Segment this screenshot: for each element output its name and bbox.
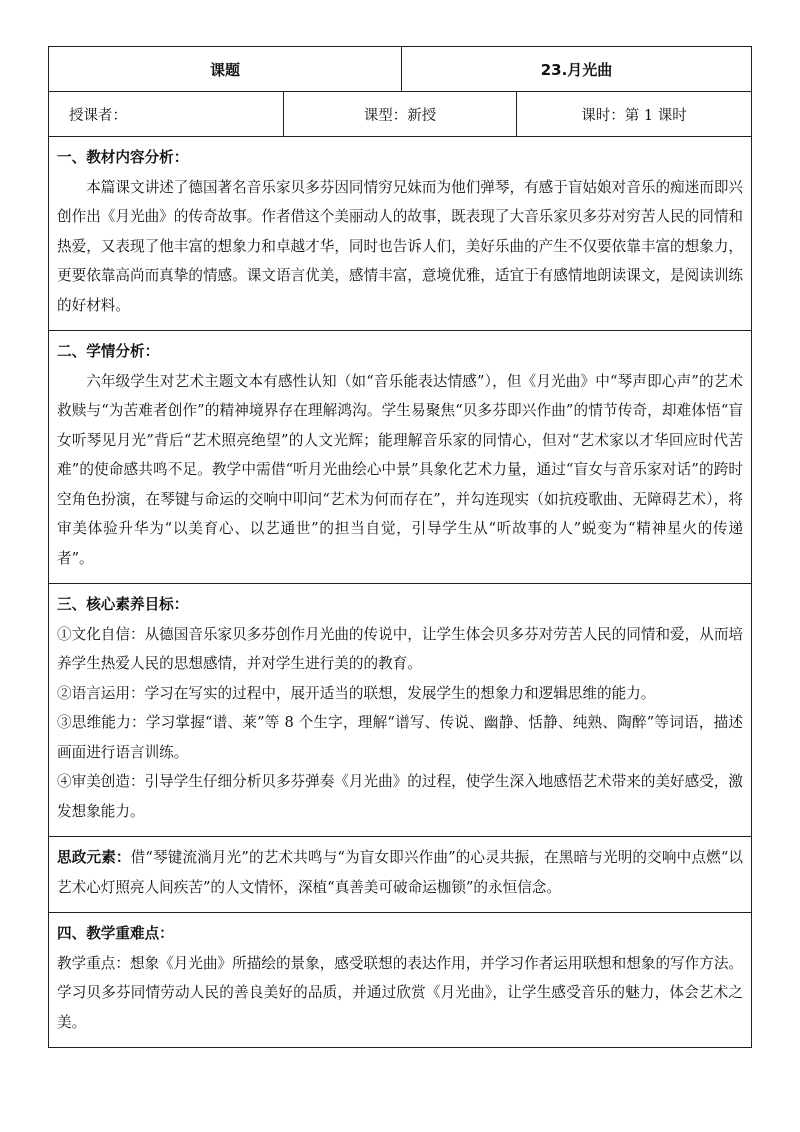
meta-row [49, 92, 752, 137]
goal-item: ②语言运用：学习在写实的过程中，展开适当的联想，发展学生的想象力和逻辑思维的能力。 [57, 684, 656, 702]
lesson-type-field: 课型：新授 [284, 92, 517, 137]
section-goals [49, 584, 752, 837]
section-goals-title: 三、核心素养目标： [57, 596, 189, 613]
section-learners-title: 二、学情分析： [57, 343, 160, 360]
section-keypoints-title: 四、教学重难点： [57, 925, 174, 942]
lesson-plan-page [48, 46, 751, 1048]
section-ideology [49, 837, 752, 913]
section-analysis [49, 137, 752, 331]
section-analysis-title: 一、教材内容分析： [57, 149, 189, 166]
section-ideology-text: 借“琴键流淌月光”的艺术共鸣与“为盲女即兴作曲”的心灵共振，在黑暗与光明的交响中点燃“以艺术心灯照亮人间疾苦”的人文情怀，深植“真善美可破命运枷锁”的永恒信念。 [57, 849, 744, 896]
section-keypoints-text: 教学重点：想象《月光曲》所描绘的景象，感受联想的表达作用，并学习作者运用联想和想象的写作方法。学习贝多芬同情劳动人民的善良美好的品质，并通过欣赏《月光曲》，让学生感受音乐的魅力，体会艺术之美。 [57, 954, 744, 1031]
section-analysis-text: 本篇课文讲述了德国著名音乐家贝多芬因同情穷兄妹而为他们弹琴，有感于盲姑娘对音乐的痴迷而即兴创作出《月光曲》的传奇故事。作者借这个美丽动人的故事，既表现了大音乐家贝多芬对穷苦人民的同情和热爱，又表现了他丰富的想象力和卓越才华，同时也告诉人们，美好乐曲的产生不仅要依靠丰富的想象力，更要依靠高尚而真挚的情感。课文语言优美，感情丰富，意境优雅，适宜于有感情地朗读课文，是阅读训练的好材料。 [57, 178, 744, 314]
goal-item: ①文化自信：从德国音乐家贝多芬创作月光曲的传说中，让学生体会贝多芬对劳苦人民的同情和爱，从而培养学生热爱人民的思想感情，并对学生进行美的的教育。 [57, 625, 744, 672]
section-keypoints [49, 913, 752, 1048]
topic-label: 课题 [49, 47, 402, 92]
teacher-field: 授课者： [49, 92, 284, 137]
section-learners [49, 331, 752, 584]
header-row [49, 47, 752, 92]
topic-value: 23.月光曲 [402, 47, 752, 92]
section-ideology-paragraph [57, 843, 743, 902]
section-learners-text: 六年级学生对艺术主题文本有感性认知（如“音乐能表达情感”），但《月光曲》中“琴声即心声”的艺术救赎与“为苦难者创作”的精神境界存在理解鸿沟。学生易聚焦“贝多芬即兴作曲”的情节传奇，却难体悟“盲女听琴见月光”背后“艺术照亮绝望”的人文光辉；能理解音乐家的同情心，但对“艺术家以才华回应时代苦难”的使命感共鸣不足。教学中需借“听月光曲绘心中景”具象化艺术力量，通过“盲女与音乐家对话”的跨时空角色扮演，在琴键与命运的交响中叩问“艺术为何而存在”，并勾连现实（如抗疫歌曲、无障碍艺术），将审美体验升华为“以美育心、以艺通世”的担当自觉，引导学生从“听故事的人”蜕变为“精神星火的传递者”。 [57, 372, 744, 567]
goal-item: ③思维能力：学习掌握“谱、莱”等 8 个生字，理解“谱写、传说、幽静、恬静、纯熟、陶醉”等词语，描述画面进行语言训练。 [57, 714, 744, 761]
duration-field: 课时：第 1 课时 [517, 92, 752, 137]
section-ideology-title: 思政元素： [57, 849, 131, 866]
goal-item: ④审美创造：引导学生仔细分析贝多芬弹奏《月光曲》的过程，使学生深入地感悟艺术带来的美好感受，激发想象能力。 [57, 773, 744, 820]
lesson-plan-table [48, 46, 752, 1048]
